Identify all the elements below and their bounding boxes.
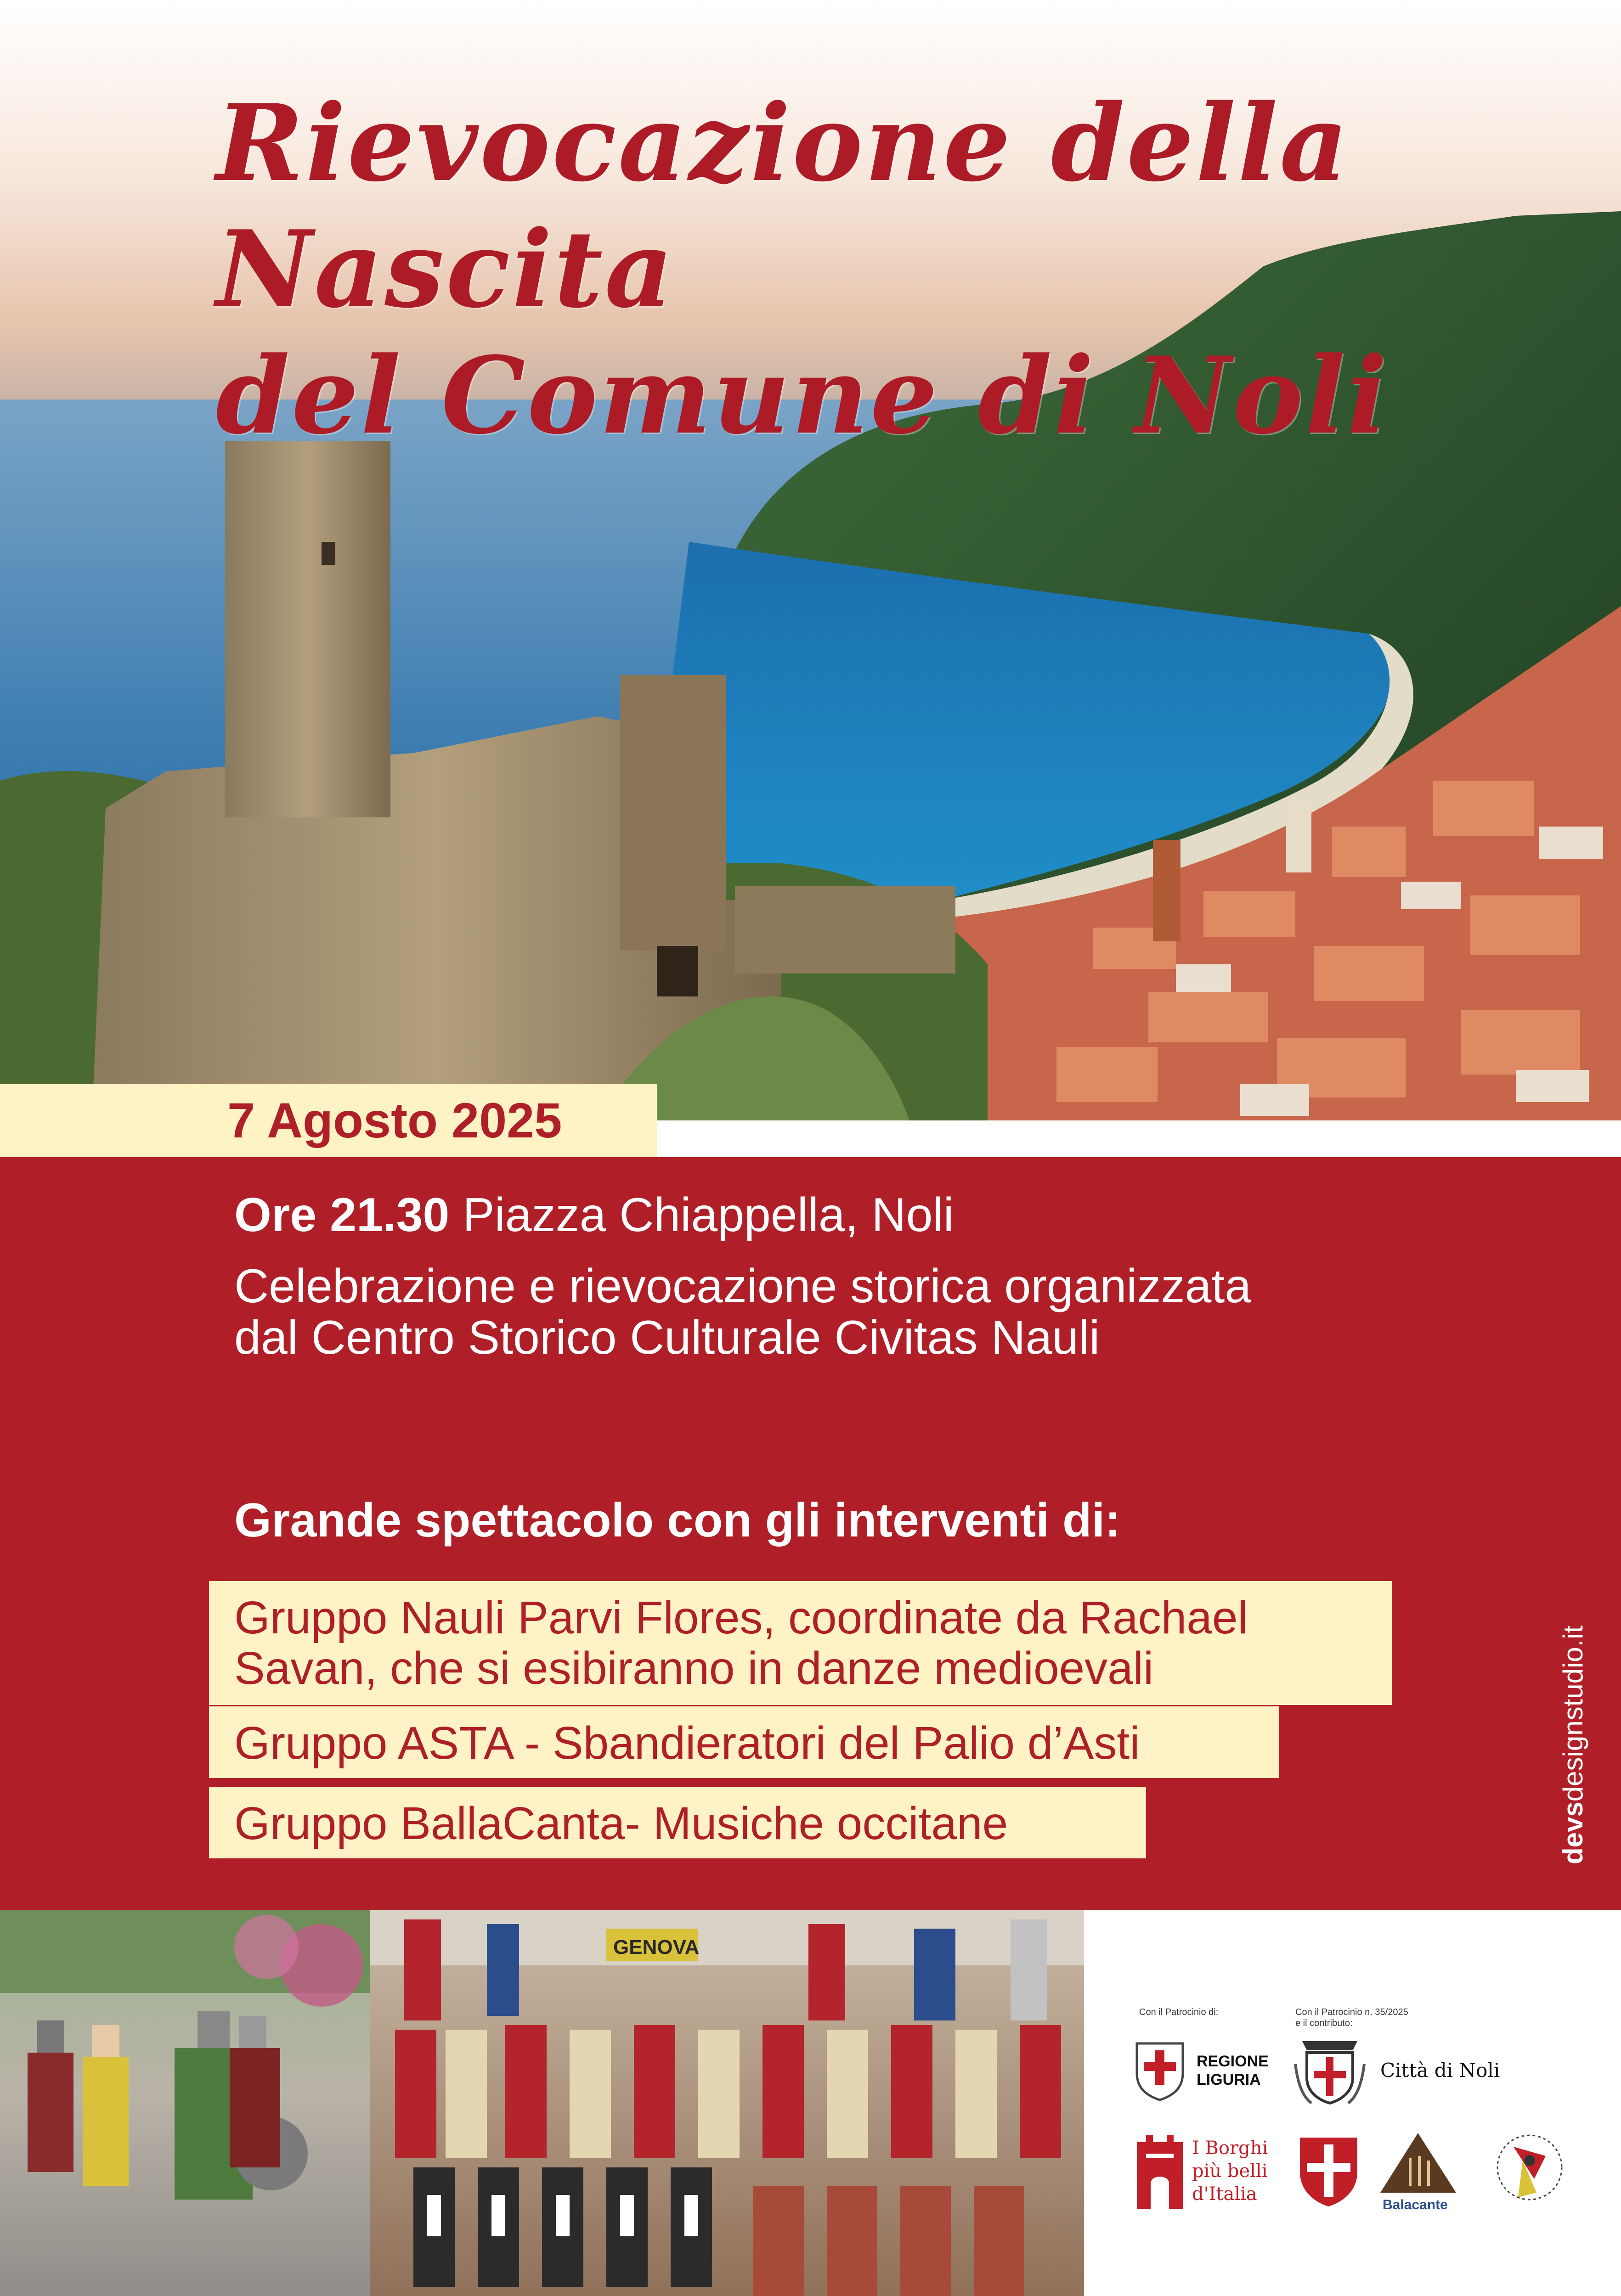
title-line-2: del Comune di Noli <box>216 334 1389 458</box>
asta-flag-thrower-icon <box>1495 2128 1564 2206</box>
parade-photo <box>0 1910 370 2296</box>
genova-banner-label: GENOVA <box>613 1936 700 1958</box>
act-ballacanta: Gruppo BallaCanta- Musiche occitane <box>209 1787 1146 1858</box>
poster-title <box>216 80 1548 459</box>
sponsor-logos: Con il Patrocinio di: Con il Patrocinio n. 35/2025 e il contributo: REGIONE LIGURIA Città di Noli I Borghi più belli d'Italia Balacante <box>1084 1910 1621 2296</box>
triangle-harp-icon <box>1378 2131 1458 2195</box>
castle-icon <box>1135 2133 1185 2211</box>
event-date: 7 Agosto 2025 <box>227 1092 562 1148</box>
noli-crest-icon <box>1293 2037 1367 2105</box>
act-asta-sbandieratori: Gruppo ASTA - Sbandieratori del Palio d’Asti <box>209 1706 1279 1778</box>
event-place: Piazza Chiappella, Noli <box>449 1188 954 1242</box>
date-tab <box>0 1084 657 1157</box>
shield-icon <box>1135 2041 1185 2101</box>
bottom-photos <box>0 1910 1084 2296</box>
red-cross-shield-icon <box>1298 2135 1360 2209</box>
act-nauli-parvi-flores: Gruppo Nauli Parvi Flores, coordinate da Rachael Savan, che si esibiranno in danze medioevali <box>209 1581 1392 1705</box>
patrocinio-n-label: Con il Patrocinio n. 35/2025 <box>1295 2007 1408 2017</box>
contributo-label: e il contributo: <box>1295 2018 1353 2028</box>
program-heading: Grande spettacolo con gli interventi di: <box>234 1494 1121 1547</box>
event-time: Ore 21.30 <box>234 1188 450 1242</box>
designer-credit: devsdesignstudio.it <box>1558 1625 1588 1864</box>
costume-group-photo <box>370 1910 1084 2296</box>
patrocinio-label: Con il Patrocinio di: <box>1139 2007 1219 2017</box>
title-line-1: Rievocazione della Nascita <box>216 81 1350 332</box>
time-and-place <box>234 1189 954 1241</box>
event-description: Celebrazione e rievocazione storica organizzata dal Centro Storico Culturale Civitas Nauli <box>234 1260 1252 1364</box>
